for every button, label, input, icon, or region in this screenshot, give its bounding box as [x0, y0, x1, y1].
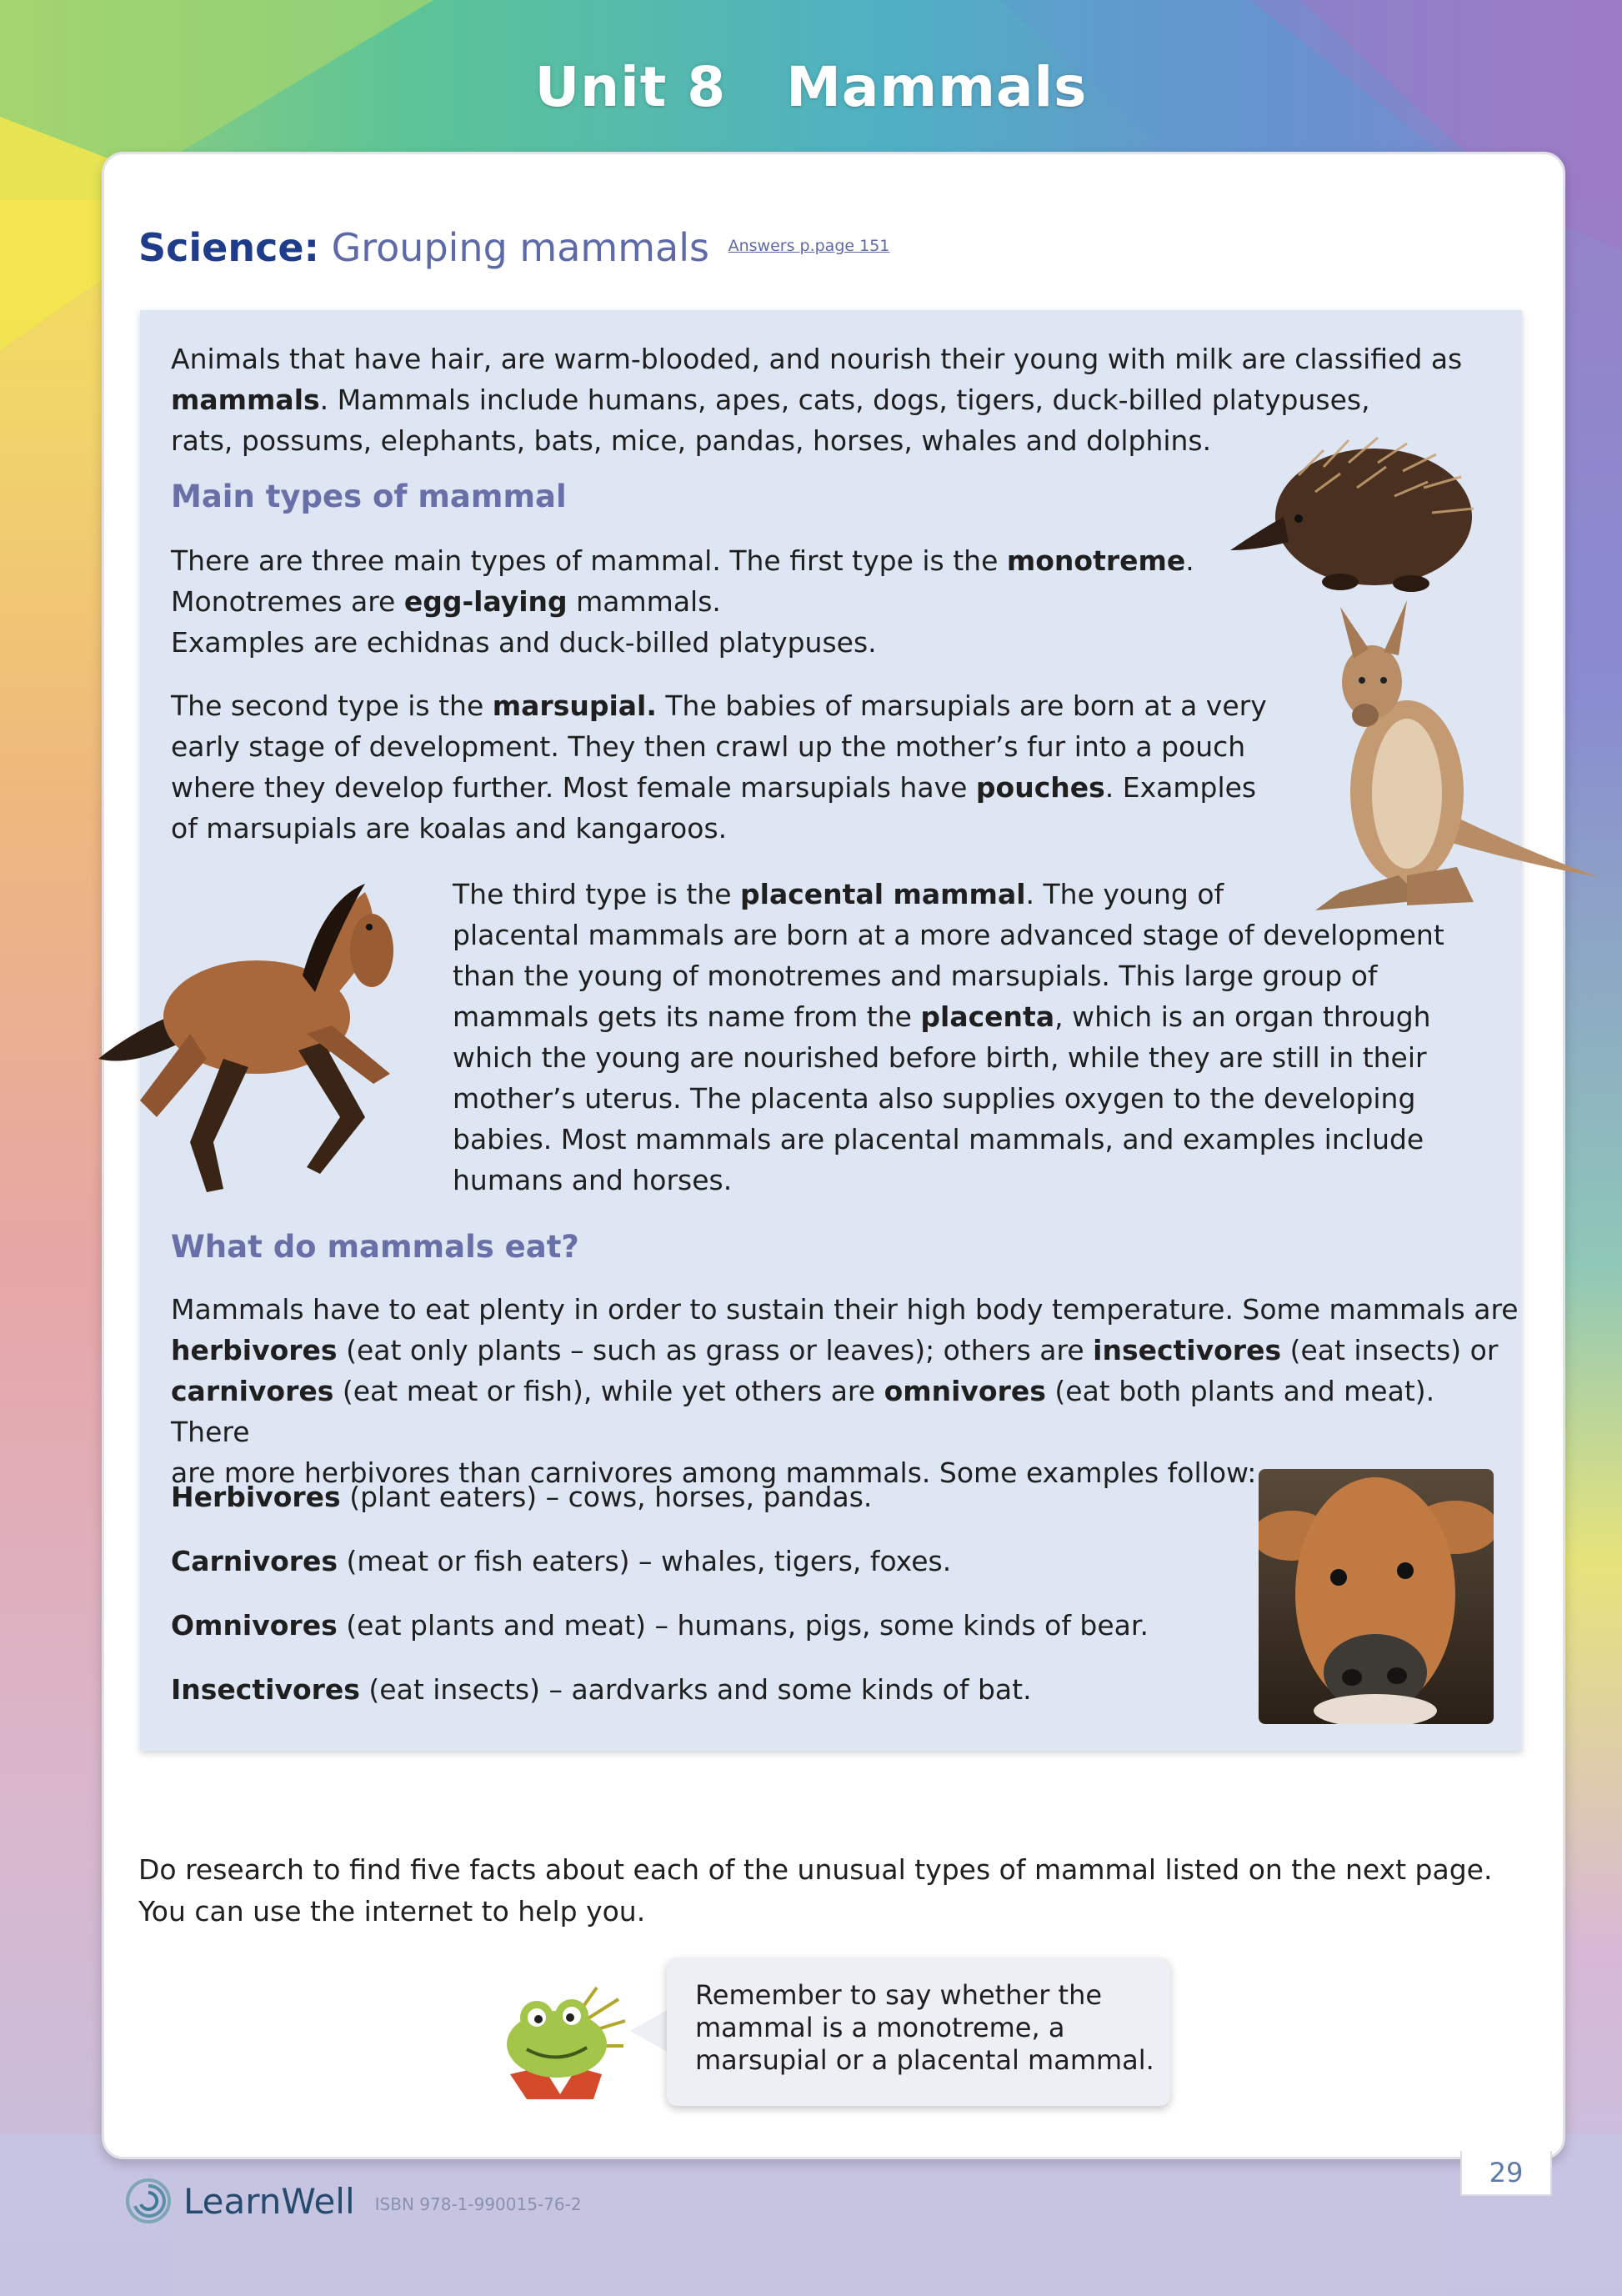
diet-example-insectivores: Insectivores (eat insects) – aardvarks and some kinds of bat.: [171, 1673, 1032, 1706]
unit-number: Unit 8: [534, 55, 727, 119]
research-line-2: You can use the internet to help you.: [138, 1895, 646, 1928]
research-task: [138, 1849, 1555, 1933]
speech-bubble-tail: [630, 2009, 668, 2053]
brand-name: LearnWell: [183, 2180, 355, 2222]
frog-mascot-icon: [493, 1983, 627, 2099]
marsupial-paragraph: The second type is the marsupial. The babies of marsupials are born at a very early stage of development. They then crawl up the mother’s fur into a pouch where they develop further. Most female marsupials have pouches. Examples of marsupials are koalas and kangaroos.: [171, 689, 1267, 845]
subheading-main-types: Main types of mammal: [171, 479, 567, 514]
cow-image: [1259, 1469, 1494, 1724]
research-line-1: Do research to find five facts about each of the unusual types of mammal listed on the next page.: [138, 1853, 1493, 1886]
answers-link[interactable]: Answers p.page 151: [728, 237, 890, 255]
footer-brand: [125, 2178, 582, 2224]
subject-label: Science:: [138, 225, 319, 270]
isbn-text: ISBN 978-1-990015-76-2: [374, 2194, 582, 2214]
diet-example-carnivores: Carnivores (meat or fish eaters) – whales, tigers, foxes.: [171, 1545, 952, 1577]
section-heading: [138, 225, 889, 270]
diet-example-omnivores: Omnivores (eat plants and meat) – humans, pigs, some kinds of bear.: [171, 1609, 1149, 1642]
monotreme-paragraph: There are three main types of mammal. The first type is the monotreme. Monotremes are egg-laying mammals. Examples are echidnas and duck-billed platypuses.: [171, 544, 1194, 659]
intro-paragraph: Animals that have hair, are warm-blooded, and nourish their young with milk are classified as mammals. Mammals include humans, apes, cats, dogs, tigers, duck-billed platypuses, rats, possums, elephants, bats, mice, pandas, horses, whales and dolphins.: [171, 343, 1463, 457]
kangaroo-image: [1282, 600, 1604, 914]
horse-image: [90, 867, 423, 1206]
diet-paragraph: Mammals have to eat plenty in order to sustain their high body temperature. Some mammals are herbivores (eat only plants – such as grass or leaves); others are insectivores (eat insects) or carnivores (eat meat or fish), while yet others are omnivores (eat both plants and meat). There are more herbivores than carnivores among mammals. Some examples follow:: [171, 1293, 1519, 1489]
diet-example-herbivores: Herbivores (plant eaters) – cows, horses, pandas.: [171, 1481, 873, 1513]
learnwell-logo-icon: [125, 2178, 172, 2224]
page-number: 29: [1460, 2151, 1552, 2196]
placental-paragraph: The third type is the placental mammal. The young of placental mammals are born at a more advanced stage of development than the young of monotremes and marsupials. This large group of mammals gets its name from the placenta, which is an organ through which the young are nourished before birth, while they are still in their mother’s uterus. The placenta also supplies oxygen to the developing babies. Most mammals are placental mammals, and examples include humans and horses.: [453, 878, 1444, 1196]
section-title: Grouping mammals: [331, 225, 709, 270]
echidna-image: [1224, 425, 1484, 600]
unit-title: [0, 55, 1622, 119]
unit-topic: Mammals: [786, 55, 1088, 119]
subheading-what-eat: What do mammals eat?: [171, 1229, 579, 1265]
tip-text: Remember to say whether the mammal is a monotreme, a marsupial or a placental mammal.: [695, 1979, 1154, 2076]
